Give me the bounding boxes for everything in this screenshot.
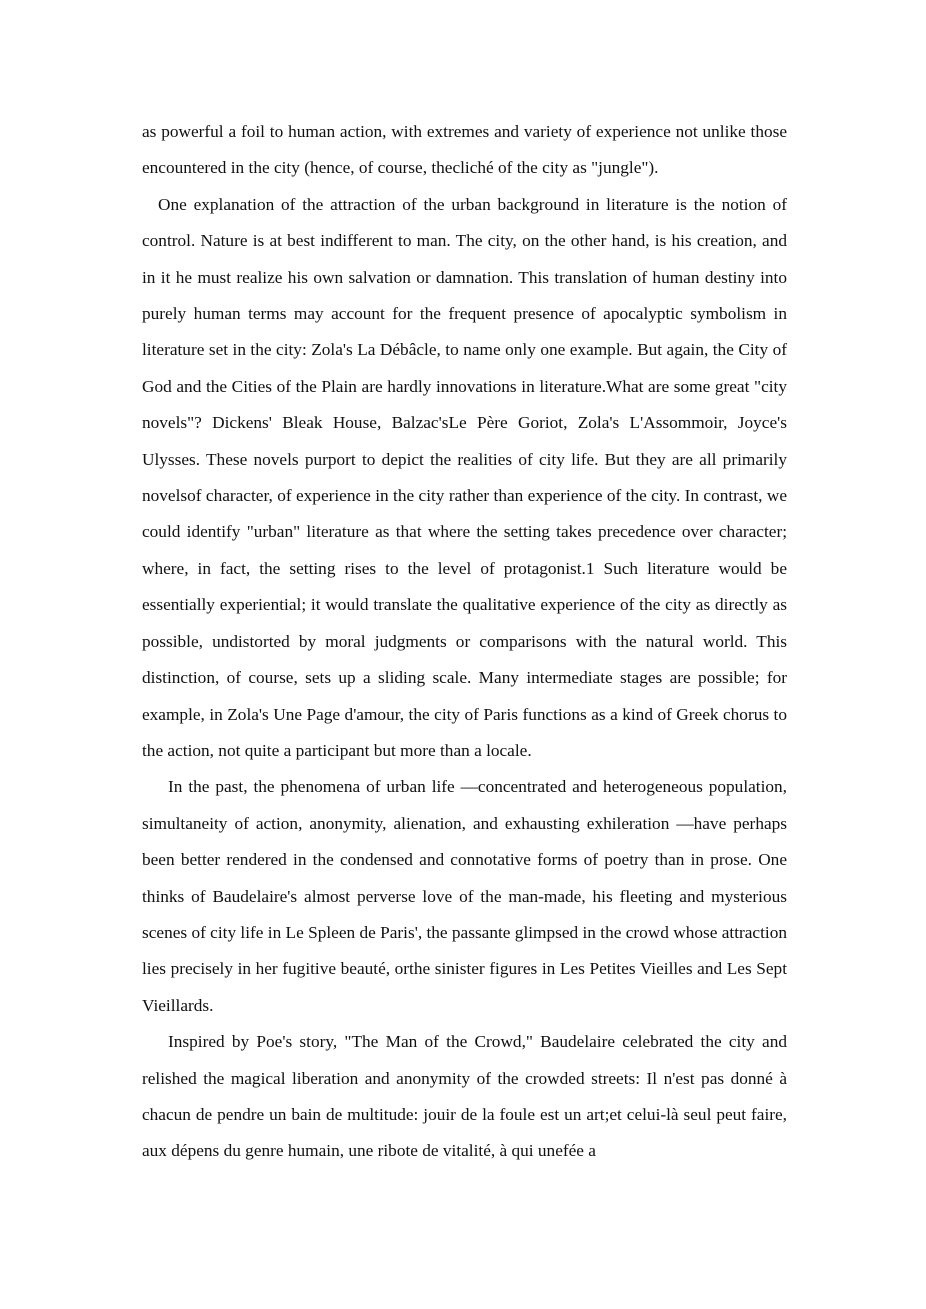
document-page xyxy=(142,114,787,1170)
paragraph-continuation: as powerful a foil to human action, with extremes and variety of experience not unlike those encountered in the city (hence, of course, thecliché of the city as "jungle"). xyxy=(142,122,787,178)
paragraph-urban-phenomena: In the past, the phenomena of urban life —concentrated and heterogeneous population, simultaneity of action, anonymity, alienation, and exhausting exhileration —have perhaps been better rendered in the condensed and connotative forms of poetry than in prose. One thinks of Baudelaire's almost perverse love of the man-made, his fleeting and mysterious scenes of city life in Le Spleen de Paris', the passante glimpsed in the crowd whose attraction lies precisely in her fugitive beauté, orthe sinister figures in Les Petites Vieilles and Les Sept Vieillards. xyxy=(142,777,787,1015)
paragraph-urban-control: One explanation of the attraction of the urban background in literature is the notion of control. Nature is at best indifferent to man. The city, on the other hand, is his creation, and in it he must realize his own salvation or damnation. This translation of human destiny into purely human terms may account for the frequent presence of apocalyptic symbolism in literature set in the city: Zola's La Débâcle, to name only one example. But again, the City of God and the Cities of the Plain are hardly innovations in literature.What are some great "city novels"? Dickens' Bleak House, Balzac'sLe Père Goriot, Zola's L'Assommoir, Joyce's Ulysses. These novels purport to depict the realities of city life. But they are all primarily novelsof character, of experience in the city rather than experience of the city. In contrast, we could identify "urban" literature as that where the setting takes precedence over character; where, in fact, the setting rises to the level of protagonist.1 Such literature would be essentially experiential; it would translate the qualitative experience of the city as directly as possible, undistorted by moral judgments or comparisons with the natural world. This distinction, of course, sets up a sliding scale. Many intermediate stages are possible; for example, in Zola's Une Page d'amour, the city of Paris functions as a kind of Greek chorus to the action, not quite a participant but more than a locale. xyxy=(142,194,787,760)
paragraph-baudelaire-crowd: Inspired by Poe's story, "The Man of the Crowd," Baudelaire celebrated the city and relished the magical liberation and anonymity of the crowded streets: Il n'est pas donné à chacun de pendre un bain de multitude: jouir de la foule est un art;et celui-là seul peut faire, aux dépens du genre humain, une ribote de vitalité, à qui unefée a xyxy=(142,1032,787,1161)
